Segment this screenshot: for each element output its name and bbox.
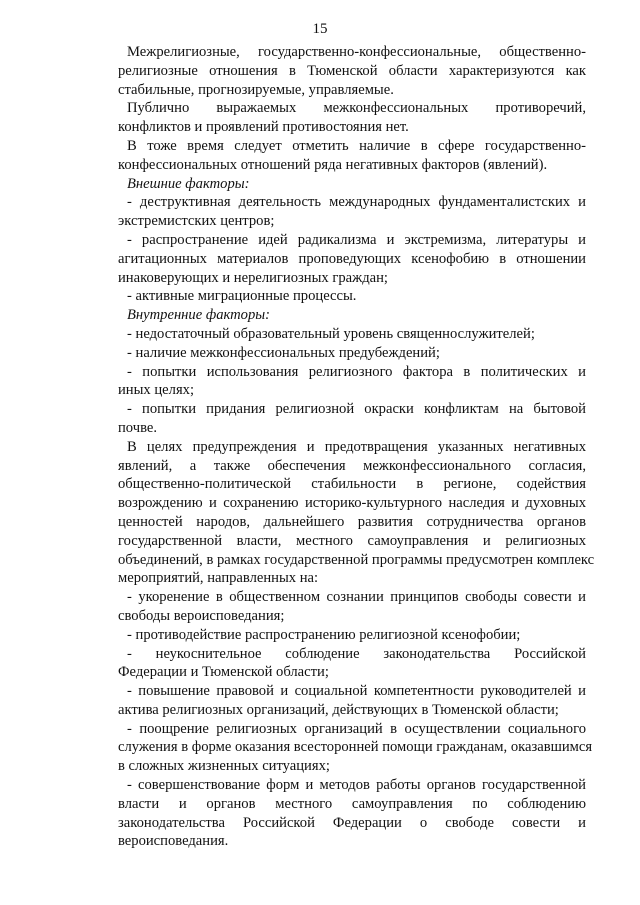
paragraph	[118, 626, 586, 645]
text-line: объединений, в рамках государственной программы предусмотрен комплекс	[118, 551, 595, 568]
paragraph	[118, 99, 586, 137]
text-line: - попытки использования религиозного фактора в политических и	[127, 363, 586, 380]
text-line: общественно-политической стабильности в регионе, содействия	[118, 476, 586, 493]
text-line: власти и органов местного самоуправления по соблюдению	[118, 795, 586, 812]
text-line: - совершенствование форм и методов работы органов государственной	[127, 777, 586, 794]
text-line: стабильные, прогнозируемые, управляемые.	[118, 81, 394, 98]
text-line: - попытки придания религиозной окраски конфликтам на бытовой	[127, 401, 586, 418]
text-line: инаковерующих и нерелигиозных граждан;	[118, 269, 388, 286]
text-line: - повышение правовой и социальной компетентности руководителей и	[127, 683, 586, 700]
text-line: - противодействие распространению религиозной ксенофобии;	[127, 626, 521, 643]
text-line: свободы вероисповедания;	[118, 607, 285, 624]
paragraph	[118, 193, 586, 231]
text-line: - наличие межконфессиональных предубеждений;	[127, 344, 440, 361]
text-line: Федерации и Тюменской области;	[118, 664, 329, 681]
text-line: законодательства Российской Федерации о свободе совести и	[118, 814, 586, 831]
text-line: - неукоснительное соблюдение законодательства Российской	[127, 645, 586, 662]
text-line: вероисповедания.	[118, 833, 229, 850]
text-line: - распространение идей радикализма и экстремизма, литературы и	[127, 231, 586, 248]
text-line: Внутренние факторы:	[127, 307, 271, 324]
text-line: почве.	[118, 419, 157, 436]
paragraph	[118, 682, 586, 720]
text-line: служения в форме оказания всесторонней помощи гражданам, оказавшимся	[118, 739, 593, 756]
text-line: конфликтов и проявлений противостояния нет.	[118, 119, 409, 136]
paragraph	[118, 720, 593, 776]
text-line: ценностей народов, дальнейшего развития сотрудничества органов	[118, 513, 586, 530]
text-line: - активные миграционные процессы.	[127, 288, 357, 305]
text-line: мероприятий, направленных на:	[118, 570, 319, 587]
paragraph	[118, 438, 595, 588]
text-line: В тоже время следует отметить наличие в сфере государственно-	[127, 137, 586, 154]
paragraph	[118, 344, 586, 363]
text-line: агитационных материалов проповедующих ксенофобию в отношении	[118, 250, 586, 267]
text-line: государственной власти, местного самоуправления и религиозных	[118, 532, 586, 549]
paragraph	[118, 287, 586, 306]
text-line: - деструктивная деятельность международных фундаменталистских и	[127, 194, 586, 211]
text-line: в сложных жизненных ситуациях;	[118, 758, 330, 775]
paragraph	[118, 363, 586, 401]
page-number: 15	[312, 21, 328, 37]
text-line: - недостаточный образовательный уровень священнослужителей;	[127, 325, 535, 342]
text-line: иных целях;	[118, 382, 195, 399]
text-line: В целях предупреждения и предотвращения указанных негативных	[127, 438, 586, 455]
paragraph	[118, 400, 586, 438]
document-body	[118, 43, 595, 851]
paragraph	[118, 776, 586, 851]
text-line: Публично выражаемых межконфессиональных противоречий,	[127, 100, 586, 117]
text-line: - поощрение религиозных организаций в осуществлении социального	[127, 720, 586, 737]
text-line: конфессиональных отношений ряда негативных факторов (явлений).	[118, 156, 548, 173]
text-line: экстремистских центров;	[118, 213, 275, 230]
paragraph	[118, 325, 586, 344]
text-line: религиозные отношения в Тюменской области характеризуются как	[118, 62, 586, 79]
text-line: Внешние факторы:	[127, 175, 250, 192]
paragraph	[118, 588, 586, 626]
text-line: возрождению и сохранению историко-культурного наследия и духовных	[118, 495, 586, 512]
paragraph	[118, 231, 586, 287]
text-line: актива религиозных организаций, действующих в Тюменской области;	[118, 701, 559, 718]
text-line: Межрелигиозные, государственно-конфессиональные, общественно-	[127, 44, 586, 60]
section-heading	[118, 175, 586, 194]
section-heading	[118, 306, 586, 325]
text-line: явлений, а также обеспечения межконфессионального согласия,	[118, 457, 586, 474]
text-line: - укоренение в общественном сознании принципов свободы совести и	[127, 589, 586, 606]
paragraph	[118, 43, 586, 99]
paragraph	[118, 137, 586, 175]
paragraph	[118, 645, 586, 683]
